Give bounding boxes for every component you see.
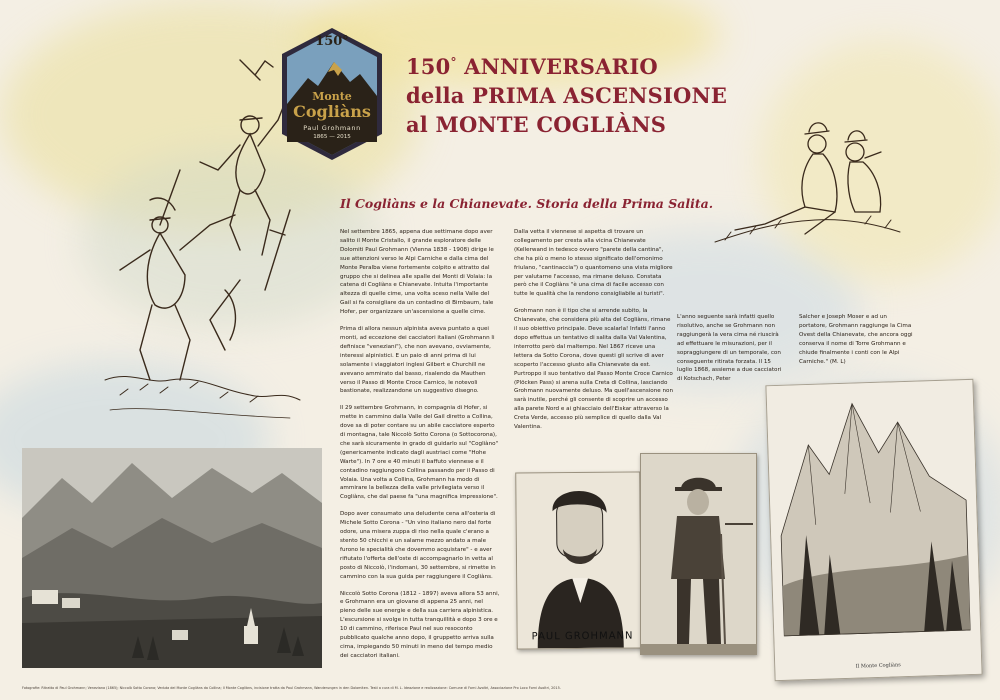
valley-photo: [22, 448, 322, 668]
text-column-1: [340, 228, 500, 669]
title-line2: della PRIMA ASCENSIONE: [406, 83, 728, 108]
logo-years: 1865 — 2015: [313, 134, 351, 140]
title-anniversario: ANNIVERSARIO: [456, 54, 658, 79]
logo-name-line2: Cogliàns: [293, 102, 371, 121]
text-column-2: [514, 228, 674, 440]
paragraph: Salcher e Joseph Moser e ad un portatore, Grohmann raggiunge la Cima Ovest della Chianevate, che ancora oggi conserva il nome di Torre Grohmann e chiude finalmente i conti con le Alpi Carniche." (M. L): [799, 314, 913, 365]
paragraph: Dopo aver consumato una deludente cena all'osteria di Michele Sotto Corona - "Un vino italiano nero dal forte odore, una misera zuppa di riso nella quale c'erano a stento 50 chicchi e un salame mezzo andato a male furono le specialità che dovemmo acquistare" - e aver rifiutato l'offerta dell'oste di accompagnarlo in vetta al posto di Niccolò, l'indomani, 30 settembre, si rimette in cammino con la sua guida per raggiungere il Cogliàns.: [340, 511, 496, 580]
engraving-caption: Il Monte Cogliàns: [855, 662, 901, 670]
paragraph: Nel settembre 1865, appena due settimane dopo aver salito il Monte Cristallo, il grande esploratore delle Dolomiti Paul Grohmann (Vienna 1838 - 1908) dirige le sue attenzioni verso le Alpi Carniche e dalla cima del Monte Peralba viene fortemente colpito e attratto dal gruppo che si delinea alle spalle dei Monti di Volaia: la catena di Cogliàns e Chianevate. Intuita l'importante altezza di quelle cime, una volta sceso nella Valle del Gail si fa consigliare da un contadino di Birnbaum, tale Hofer, per organizzare un'ascensione a quelle cime.: [340, 229, 494, 316]
section-subtitle: Il Cogliàns e la Chianevate. Storia della Prima Salita.: [340, 196, 714, 211]
text-column-3: [677, 313, 785, 392]
paragraph: L'anno seguente sarà infatti quello risolutivo, anche se Grohmann non raggiungerà la vera cima né riuscirà ad effettuare le misurazioni, per il sopraggiungere di un temporale, con conseguente ritirata forzata. Il 15 luglio 1868, assieme a due cacciatori di Kotschach, Peter: [677, 314, 782, 383]
paragraph: Niccolò Sotto Corona (1812 - 1897) aveva allora 53 anni, e Grohmann era un giovane di appena 25 anni, nel pieno delle sue energie e della sua carriera alpinistica. L'escursione si svolge in tutta tranquillità e dopo 3 ore e 10 di cammino, riferisce Paul nel suo resoconto pubblicato qualche anno dopo, il gruppetto arriva sulla cima, impiegando 50 minuti in meno del tempo medio dei cacciatori italiani.: [340, 590, 500, 659]
title-line3: al MONTE COGLIÀNS: [406, 112, 667, 137]
grohmann-portrait: [515, 471, 642, 649]
title-degree: °: [450, 55, 457, 69]
photo-credits: Fotografie: Ritratto di Paul Grohmann; Veneziana (1865); Niccolò Sotto Corona; Veduta del Monte Cogliàns da Collina; Il Monte Cogliàns, incisione tratta da Paul Grohmann, Wanderungen in den Dolomiten. Testi a cura di M. L. Ideazione e realizzazione: Comune di Forni Avoltri, Associazione Pro Loco Forni Avoltri, 2015.: [22, 686, 561, 690]
guide-photo: [640, 453, 757, 655]
mountain-engraving: [765, 379, 982, 681]
title-number: 150: [406, 54, 451, 79]
paragraph: Dalla vetta il viennese si aspetta di trovare un collegamento per cresta alla vicina Chianevate (Kellerwand in tedesco ovvero "parete della cantina", che ha più o meno lo stesso significato dell'omonimo friulano, "cantinaccia") o quantomeno una vista migliore per valutarne l'accesso, ma rimane deluso. Constata però che il Cogliàns "è una cima di facile accesso con tutte le qualità che la rendono consigliabile ai turisti".: [514, 229, 673, 298]
title-line1: [406, 48, 727, 81]
logo-name-line1: Monte: [312, 90, 352, 103]
paragraph: Prima di allora nessun alpinista aveva puntato a quei monti, ad eccezione dei cacciatori italiani (Grohmann li definisce "veneziani"), che non avevano, ovviamente, interessi alpinistici. E un paio di anni prima di lui solamente i viaggiatori inglesi Gilbert e Churchill ne avevano ammirato dal basso, risalendo da Mauthen verso il Passo di Monte Croce Carnico, le notevoli bastionate, realizzandone un suggestivo disegno.: [340, 326, 495, 395]
logo-person: Paul Grohmann: [303, 124, 361, 132]
text-column-4: [799, 313, 914, 374]
page-title: [406, 48, 727, 139]
resting-climbers-sketch: [705, 112, 905, 252]
logo-year: 150°: [315, 34, 349, 49]
portrait-caption: PAUL GROHMANN: [531, 630, 634, 643]
paragraph: Il 29 settembre Grohmann, in compagnia di Hofer, si mette in cammino dalla Valle del Gail diretto a Collina, dove sa di poter contare su un abile cacciatore esperto di montagna, tale Niccolò Sotto Corona (o Sottocorona), che sarà sicuramente in grado di guidarlo sul "Cogliàno" (genericamente indicato dagli austriaci come "Hohe Warte"). In 7 ore e 40 minuti il baffuto viennese e il contadino raggiungono Collina passando per il Passo di Volaia. Una volta a Collina, Grohmann ha modo di ammirare la bellezza della valle privilegiata verso il Cogliàns, che dal paese fa "una magnifica impressione".: [340, 405, 499, 501]
paragraph: Grohmann non è il tipo che si arrende subito, la Chianevate, che considera più alta del Cogliàns, rimane il suo obiettivo principale. Deve scalarla! Infatti l'anno dopo effettua un tentativo di salita dalla Val Valentina, interrotto però dal maltempo. Nel 1867 riceve una lettera da Sotto Corona, dove questi gli scrive di aver scoperto l'accesso giusto alla Chianevate da est. Purtroppo il suo tentativo dal Passo Monte Croce Carnico (Plöcken Pass) si arena sulla Creta di Collina, lasciando Grohmann nuovamente deluso. Ma quell'ascensione non sarà inutile, perché gli consente di scoprire un accesso alla parete Nord e ai ghiacciaio dell'Eiskar attraverso la Creta Verde, accesso più semplice di quello dalla Val Valentina.: [514, 308, 673, 431]
